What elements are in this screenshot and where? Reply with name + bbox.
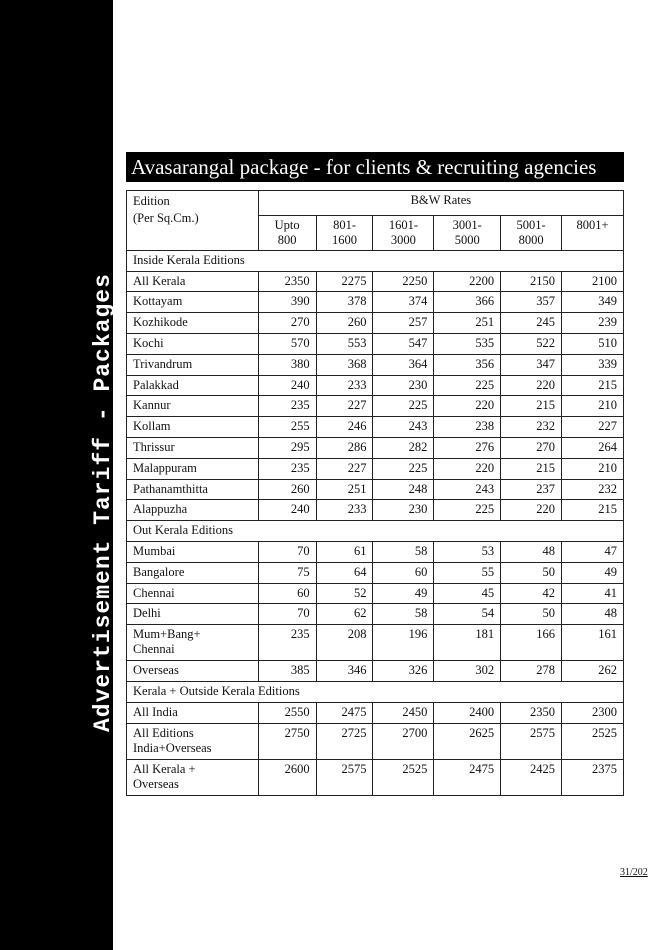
column-header [316, 215, 373, 250]
column-header-line: 5000 [454, 232, 480, 247]
rate-cell: 349 [562, 292, 624, 313]
rate-cell: 2200 [434, 271, 501, 292]
rate-cell: 54 [434, 604, 501, 625]
table-row [127, 271, 624, 292]
rate-cell: 2300 [562, 702, 624, 723]
rate-cell: 374 [373, 292, 434, 313]
column-header [562, 215, 624, 250]
edition-cell: Bangalore [127, 562, 259, 583]
edition-subheader: (Per Sq.Cm.) [133, 211, 199, 225]
table-row [127, 292, 624, 313]
table-row [127, 375, 624, 396]
rate-cell: 215 [562, 500, 624, 521]
rate-cell: 2600 [258, 759, 316, 795]
rate-cell: 208 [316, 625, 373, 661]
rate-cell: 522 [501, 333, 562, 354]
table-row [127, 479, 624, 500]
edition-name-line: Overseas [133, 776, 179, 791]
edition-header-cell [127, 191, 259, 251]
column-header-line: 801- [333, 217, 356, 232]
rate-cell: 2450 [373, 702, 434, 723]
rate-cell: 262 [562, 661, 624, 682]
rate-cell: 220 [434, 396, 501, 417]
rate-cell: 257 [373, 313, 434, 334]
edition-cell: Chennai [127, 583, 259, 604]
rate-cell: 278 [501, 661, 562, 682]
rate-cell: 339 [562, 354, 624, 375]
rate-cell: 547 [373, 333, 434, 354]
rate-cell: 55 [434, 562, 501, 583]
rate-cell: 70 [258, 604, 316, 625]
edition-cell: Trivandrum [127, 354, 259, 375]
rate-cell: 302 [434, 661, 501, 682]
table-row [127, 702, 624, 723]
rate-cell: 215 [562, 375, 624, 396]
rate-cell: 2475 [434, 759, 501, 795]
package-title-banner: Avasarangal package - for clients & recruiting agencies [126, 152, 624, 182]
rate-cell: 243 [373, 417, 434, 438]
rate-cell: 210 [562, 458, 624, 479]
rate-cell: 260 [316, 313, 373, 334]
sidebar-title: Advertisement Tariff - Packages [90, 273, 116, 732]
rate-cell: 233 [316, 375, 373, 396]
rate-cell: 390 [258, 292, 316, 313]
rate-cell: 240 [258, 375, 316, 396]
rates-table [126, 190, 624, 796]
rate-cell: 347 [501, 354, 562, 375]
edition-cell: Alappuzha [127, 500, 259, 521]
rate-cell: 2575 [316, 759, 373, 795]
edition-cell: Palakkad [127, 375, 259, 396]
rate-cell: 251 [316, 479, 373, 500]
rate-cell: 233 [316, 500, 373, 521]
rate-cell: 225 [434, 375, 501, 396]
rate-cell: 2475 [316, 702, 373, 723]
rate-cell: 237 [501, 479, 562, 500]
rate-cell: 270 [501, 437, 562, 458]
rate-cell: 235 [258, 396, 316, 417]
rate-cell: 2525 [562, 723, 624, 759]
rate-cell: 2350 [501, 702, 562, 723]
rate-cell: 2150 [501, 271, 562, 292]
rate-cell: 2750 [258, 723, 316, 759]
rate-cell: 295 [258, 437, 316, 458]
rate-cell: 2400 [434, 702, 501, 723]
rate-cell: 47 [562, 541, 624, 562]
rate-cell: 255 [258, 417, 316, 438]
rate-cell: 50 [501, 604, 562, 625]
rate-cell: 368 [316, 354, 373, 375]
group-header-row [127, 681, 624, 702]
rate-cell: 232 [562, 479, 624, 500]
group-header-row [127, 250, 624, 271]
edition-name-line: Mum+Bang+ [133, 627, 201, 642]
edition-cell: Mumbai [127, 541, 259, 562]
column-header-line: 3000 [390, 232, 416, 247]
rate-cell: 75 [258, 562, 316, 583]
rate-cell: 232 [501, 417, 562, 438]
rate-cell: 49 [562, 562, 624, 583]
column-header-line: 8001+ [576, 217, 609, 232]
column-header [258, 215, 316, 250]
rate-cell: 264 [562, 437, 624, 458]
rate-cell: 48 [562, 604, 624, 625]
table-row [127, 661, 624, 682]
rate-cell: 220 [434, 458, 501, 479]
edition-name-line: India+Overseas [133, 740, 212, 755]
edition-cell: Kochi [127, 333, 259, 354]
edition-cell [127, 759, 259, 795]
rate-cell: 535 [434, 333, 501, 354]
rate-cell: 239 [562, 313, 624, 334]
column-header-line: Upto [274, 217, 300, 232]
rate-cell: 41 [562, 583, 624, 604]
column-header [373, 215, 434, 250]
table-row [127, 723, 624, 759]
rate-cell: 2725 [316, 723, 373, 759]
table-row [127, 759, 624, 795]
column-header-line: 800 [277, 232, 297, 247]
rate-cell: 346 [316, 661, 373, 682]
rate-cell: 240 [258, 500, 316, 521]
table-header-row [127, 191, 624, 216]
rate-cell: 378 [316, 292, 373, 313]
rate-cell: 2525 [373, 759, 434, 795]
rate-cell: 2575 [501, 723, 562, 759]
table-row [127, 625, 624, 661]
rate-cell: 357 [501, 292, 562, 313]
group-header-row [127, 521, 624, 542]
rate-cell: 570 [258, 333, 316, 354]
rate-cell: 385 [258, 661, 316, 682]
column-header-line: 5001- [516, 217, 546, 232]
table-row [127, 417, 624, 438]
table-row [127, 437, 624, 458]
rate-cell: 220 [501, 500, 562, 521]
column-header-line: 3001- [452, 217, 482, 232]
rate-cell: 235 [258, 458, 316, 479]
rate-cell: 510 [562, 333, 624, 354]
group-title: Kerala + Outside Kerala Editions [127, 681, 624, 702]
rate-cell: 2350 [258, 271, 316, 292]
rate-cell: 248 [373, 479, 434, 500]
rate-cell: 260 [258, 479, 316, 500]
rate-cell: 356 [434, 354, 501, 375]
rate-cell: 230 [373, 375, 434, 396]
rate-cell: 161 [562, 625, 624, 661]
edition-name-line: Chennai [133, 642, 175, 657]
page-number: 31/202 [620, 867, 648, 878]
rate-cell: 270 [258, 313, 316, 334]
rate-cell: 380 [258, 354, 316, 375]
table-row [127, 458, 624, 479]
rate-cell: 50 [501, 562, 562, 583]
rate-cell: 70 [258, 541, 316, 562]
table-row [127, 396, 624, 417]
edition-cell: Kollam [127, 417, 259, 438]
rate-cell: 48 [501, 541, 562, 562]
rate-cell: 45 [434, 583, 501, 604]
sidebar [0, 0, 116, 950]
rate-cell: 2250 [373, 271, 434, 292]
rate-cell: 53 [434, 541, 501, 562]
table-row [127, 604, 624, 625]
column-header [434, 215, 501, 250]
rate-cell: 553 [316, 333, 373, 354]
rate-cell: 225 [373, 458, 434, 479]
rate-cell: 181 [434, 625, 501, 661]
rate-cell: 215 [501, 458, 562, 479]
rate-cell: 243 [434, 479, 501, 500]
table-row [127, 313, 624, 334]
column-header-line: 8000 [518, 232, 544, 247]
rate-cell: 210 [562, 396, 624, 417]
rate-cell: 64 [316, 562, 373, 583]
edition-cell: Kottayam [127, 292, 259, 313]
rate-cell: 238 [434, 417, 501, 438]
rate-cell: 2625 [434, 723, 501, 759]
rate-cell: 2550 [258, 702, 316, 723]
rate-cell: 286 [316, 437, 373, 458]
edition-cell: Thrissur [127, 437, 259, 458]
edition-header: Edition [133, 194, 170, 208]
table-row [127, 583, 624, 604]
rate-cell: 245 [501, 313, 562, 334]
rate-cell: 230 [373, 500, 434, 521]
column-header-line: 1601- [388, 217, 418, 232]
edition-cell: Malappuram [127, 458, 259, 479]
rate-cell: 225 [373, 396, 434, 417]
group-title: Out Kerala Editions [127, 521, 624, 542]
rate-cell: 61 [316, 541, 373, 562]
rate-cell: 42 [501, 583, 562, 604]
column-header-line: 1600 [332, 232, 358, 247]
table-row [127, 562, 624, 583]
edition-cell: Kozhikode [127, 313, 259, 334]
rate-cell: 2100 [562, 271, 624, 292]
edition-cell: All Kerala [127, 271, 259, 292]
rate-cell: 2425 [501, 759, 562, 795]
rate-cell: 227 [316, 458, 373, 479]
rate-cell: 282 [373, 437, 434, 458]
rate-cell: 225 [434, 500, 501, 521]
edition-name-line: All Kerala + [133, 761, 196, 776]
edition-cell: Delhi [127, 604, 259, 625]
column-header [501, 215, 562, 250]
edition-cell: Kannur [127, 396, 259, 417]
table-row [127, 333, 624, 354]
edition-cell: Pathanamthitta [127, 479, 259, 500]
rate-cell: 326 [373, 661, 434, 682]
rate-cell: 58 [373, 604, 434, 625]
rate-cell: 215 [501, 396, 562, 417]
rate-cell: 220 [501, 375, 562, 396]
edition-cell: All India [127, 702, 259, 723]
rate-cell: 58 [373, 541, 434, 562]
rate-cell: 227 [316, 396, 373, 417]
rate-cell: 49 [373, 583, 434, 604]
table-row [127, 541, 624, 562]
rate-cell: 52 [316, 583, 373, 604]
rate-cell: 2275 [316, 271, 373, 292]
edition-cell [127, 723, 259, 759]
edition-cell [127, 625, 259, 661]
rate-cell: 2700 [373, 723, 434, 759]
table-row [127, 354, 624, 375]
rate-cell: 251 [434, 313, 501, 334]
rate-cell: 166 [501, 625, 562, 661]
rate-cell: 62 [316, 604, 373, 625]
rate-cell: 364 [373, 354, 434, 375]
rate-cell: 276 [434, 437, 501, 458]
rate-cell: 235 [258, 625, 316, 661]
table-body [127, 250, 624, 795]
edition-cell: Overseas [127, 661, 259, 682]
rate-cell: 366 [434, 292, 501, 313]
edition-name-line: All Editions [133, 725, 194, 740]
group-title: Inside Kerala Editions [127, 250, 624, 271]
rate-cell: 196 [373, 625, 434, 661]
rates-header: B&W Rates [258, 191, 623, 216]
rate-cell: 2375 [562, 759, 624, 795]
table-row [127, 500, 624, 521]
rate-cell: 60 [258, 583, 316, 604]
rate-cell: 60 [373, 562, 434, 583]
rate-cell: 246 [316, 417, 373, 438]
rate-cell: 227 [562, 417, 624, 438]
